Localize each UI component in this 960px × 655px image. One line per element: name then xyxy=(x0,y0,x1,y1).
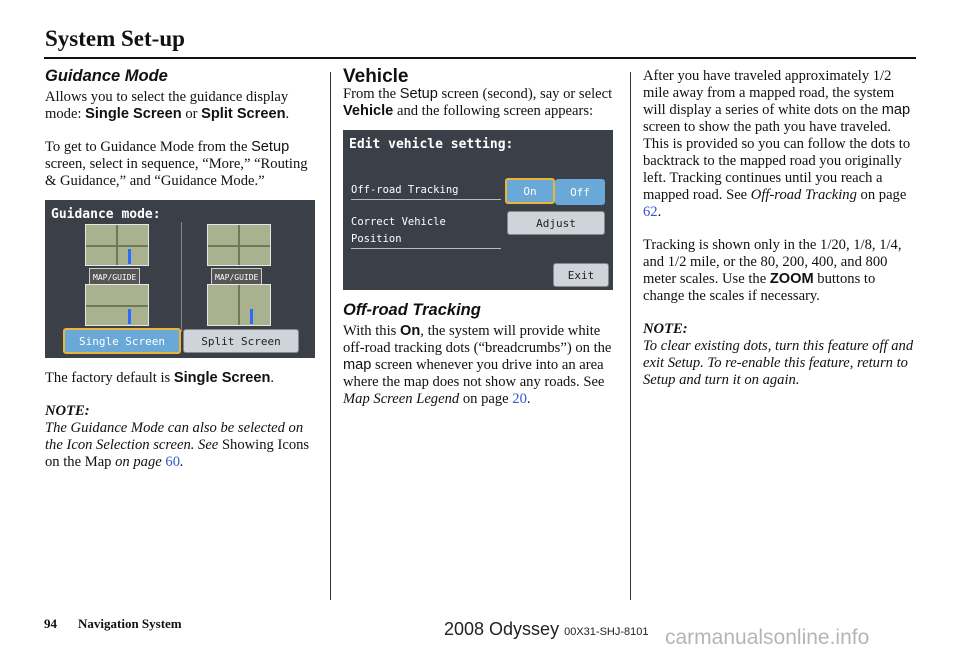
exit-button[interactable]: Exit xyxy=(553,263,609,287)
adjust-button[interactable]: Adjust xyxy=(507,211,605,235)
paragraph: Tracking is shown only in the 1/20, 1/8, 1/4, and 1/2 mile, or the 80, 200, 400, and 800 meter scales. Use the ZOOM buttons to change the scales if necessary. xyxy=(643,237,902,304)
paragraph: With this On, the system will provide white off-road tracking dots (“breadcrumbs”) on the map screen whenever you drive into an area where the map does not show any roads. See Map Screen Legend on page 20. xyxy=(343,323,612,407)
screen-title: Edit vehicle setting: xyxy=(349,137,514,152)
column-guidance-mode xyxy=(45,68,317,487)
model-label: 2008 Odyssey 00X31-SHJ-8101 xyxy=(444,619,649,639)
off-road-tracking-label: Off-road Tracking xyxy=(351,182,501,200)
page-number: 94 xyxy=(44,616,57,631)
page-link[interactable]: 60 xyxy=(165,454,180,470)
screen-divider xyxy=(181,222,182,332)
page-link[interactable]: 20 xyxy=(512,391,527,407)
correct-vehicle-position-label: Correct Vehicle Position xyxy=(351,214,501,249)
footer-title: Navigation System xyxy=(78,616,182,631)
column-divider xyxy=(630,72,631,600)
note-heading: NOTE: xyxy=(643,321,688,337)
paragraph: From the Setup screen (second), say or select Vehicle and the following screen appears: xyxy=(343,86,613,119)
paragraph: The factory default is Single Screen. xyxy=(45,370,275,386)
guide-thumbnail xyxy=(85,284,149,326)
off-button[interactable]: Off xyxy=(555,179,605,205)
column-divider xyxy=(330,72,331,600)
paragraph: To get to Guidance Mode from the Setup screen, select in sequence, “More,” “Routing & Guidance,” and “Guidance Mode.” xyxy=(45,139,308,189)
note-body: To clear existing dots, turn this feature off and exit Setup. To re-enable this feature, return to Setup and turn it on again. xyxy=(643,338,914,388)
subheading-off-road-tracking: Off-road Tracking xyxy=(343,301,481,319)
on-button[interactable]: On xyxy=(505,178,555,204)
map-guide-label: MAP/GUIDE xyxy=(89,268,140,287)
section-heading-guidance-mode: Guidance Mode xyxy=(45,67,168,85)
map-thumbnail xyxy=(85,224,149,266)
column-tracking-details xyxy=(643,68,917,405)
paragraph: Allows you to select the guidance display mode: Single Screen or Split Screen. xyxy=(45,89,290,122)
title-rule xyxy=(44,57,916,59)
single-screen-button[interactable]: Single Screen xyxy=(63,328,181,354)
note-heading: NOTE: xyxy=(45,403,90,419)
paragraph: After you have traveled approximately 1/2 mile away from a mapped road, the system will display a series of white dots on the map screen to show the path you have traveled. This is provided so you can follow the dots to backtrack to the mapped road you originally left. Tracking continues until you reach a mapped road. See Off-road Tracking on page 62. xyxy=(643,68,911,220)
vehicle-settings-screenshot xyxy=(343,130,613,290)
split-screen-button[interactable]: Split Screen xyxy=(183,329,299,353)
map-guide-label: MAP/GUIDE xyxy=(211,268,262,287)
page-link[interactable]: 62 xyxy=(643,204,658,220)
split-map-thumbnail xyxy=(207,224,271,266)
section-heading-vehicle: Vehicle xyxy=(343,66,409,87)
screen-title: Guidance mode: xyxy=(51,207,161,222)
watermark: carmanualsonline.info xyxy=(665,626,870,649)
split-guide-thumbnail xyxy=(207,284,271,326)
page-title: System Set-up xyxy=(45,26,185,51)
note-body: The Guidance Mode can also be selected on the Icon Selection screen. See Showing Icons on the Map on page 60. xyxy=(45,420,310,470)
column-vehicle xyxy=(343,68,617,424)
guidance-mode-screenshot xyxy=(45,200,315,358)
